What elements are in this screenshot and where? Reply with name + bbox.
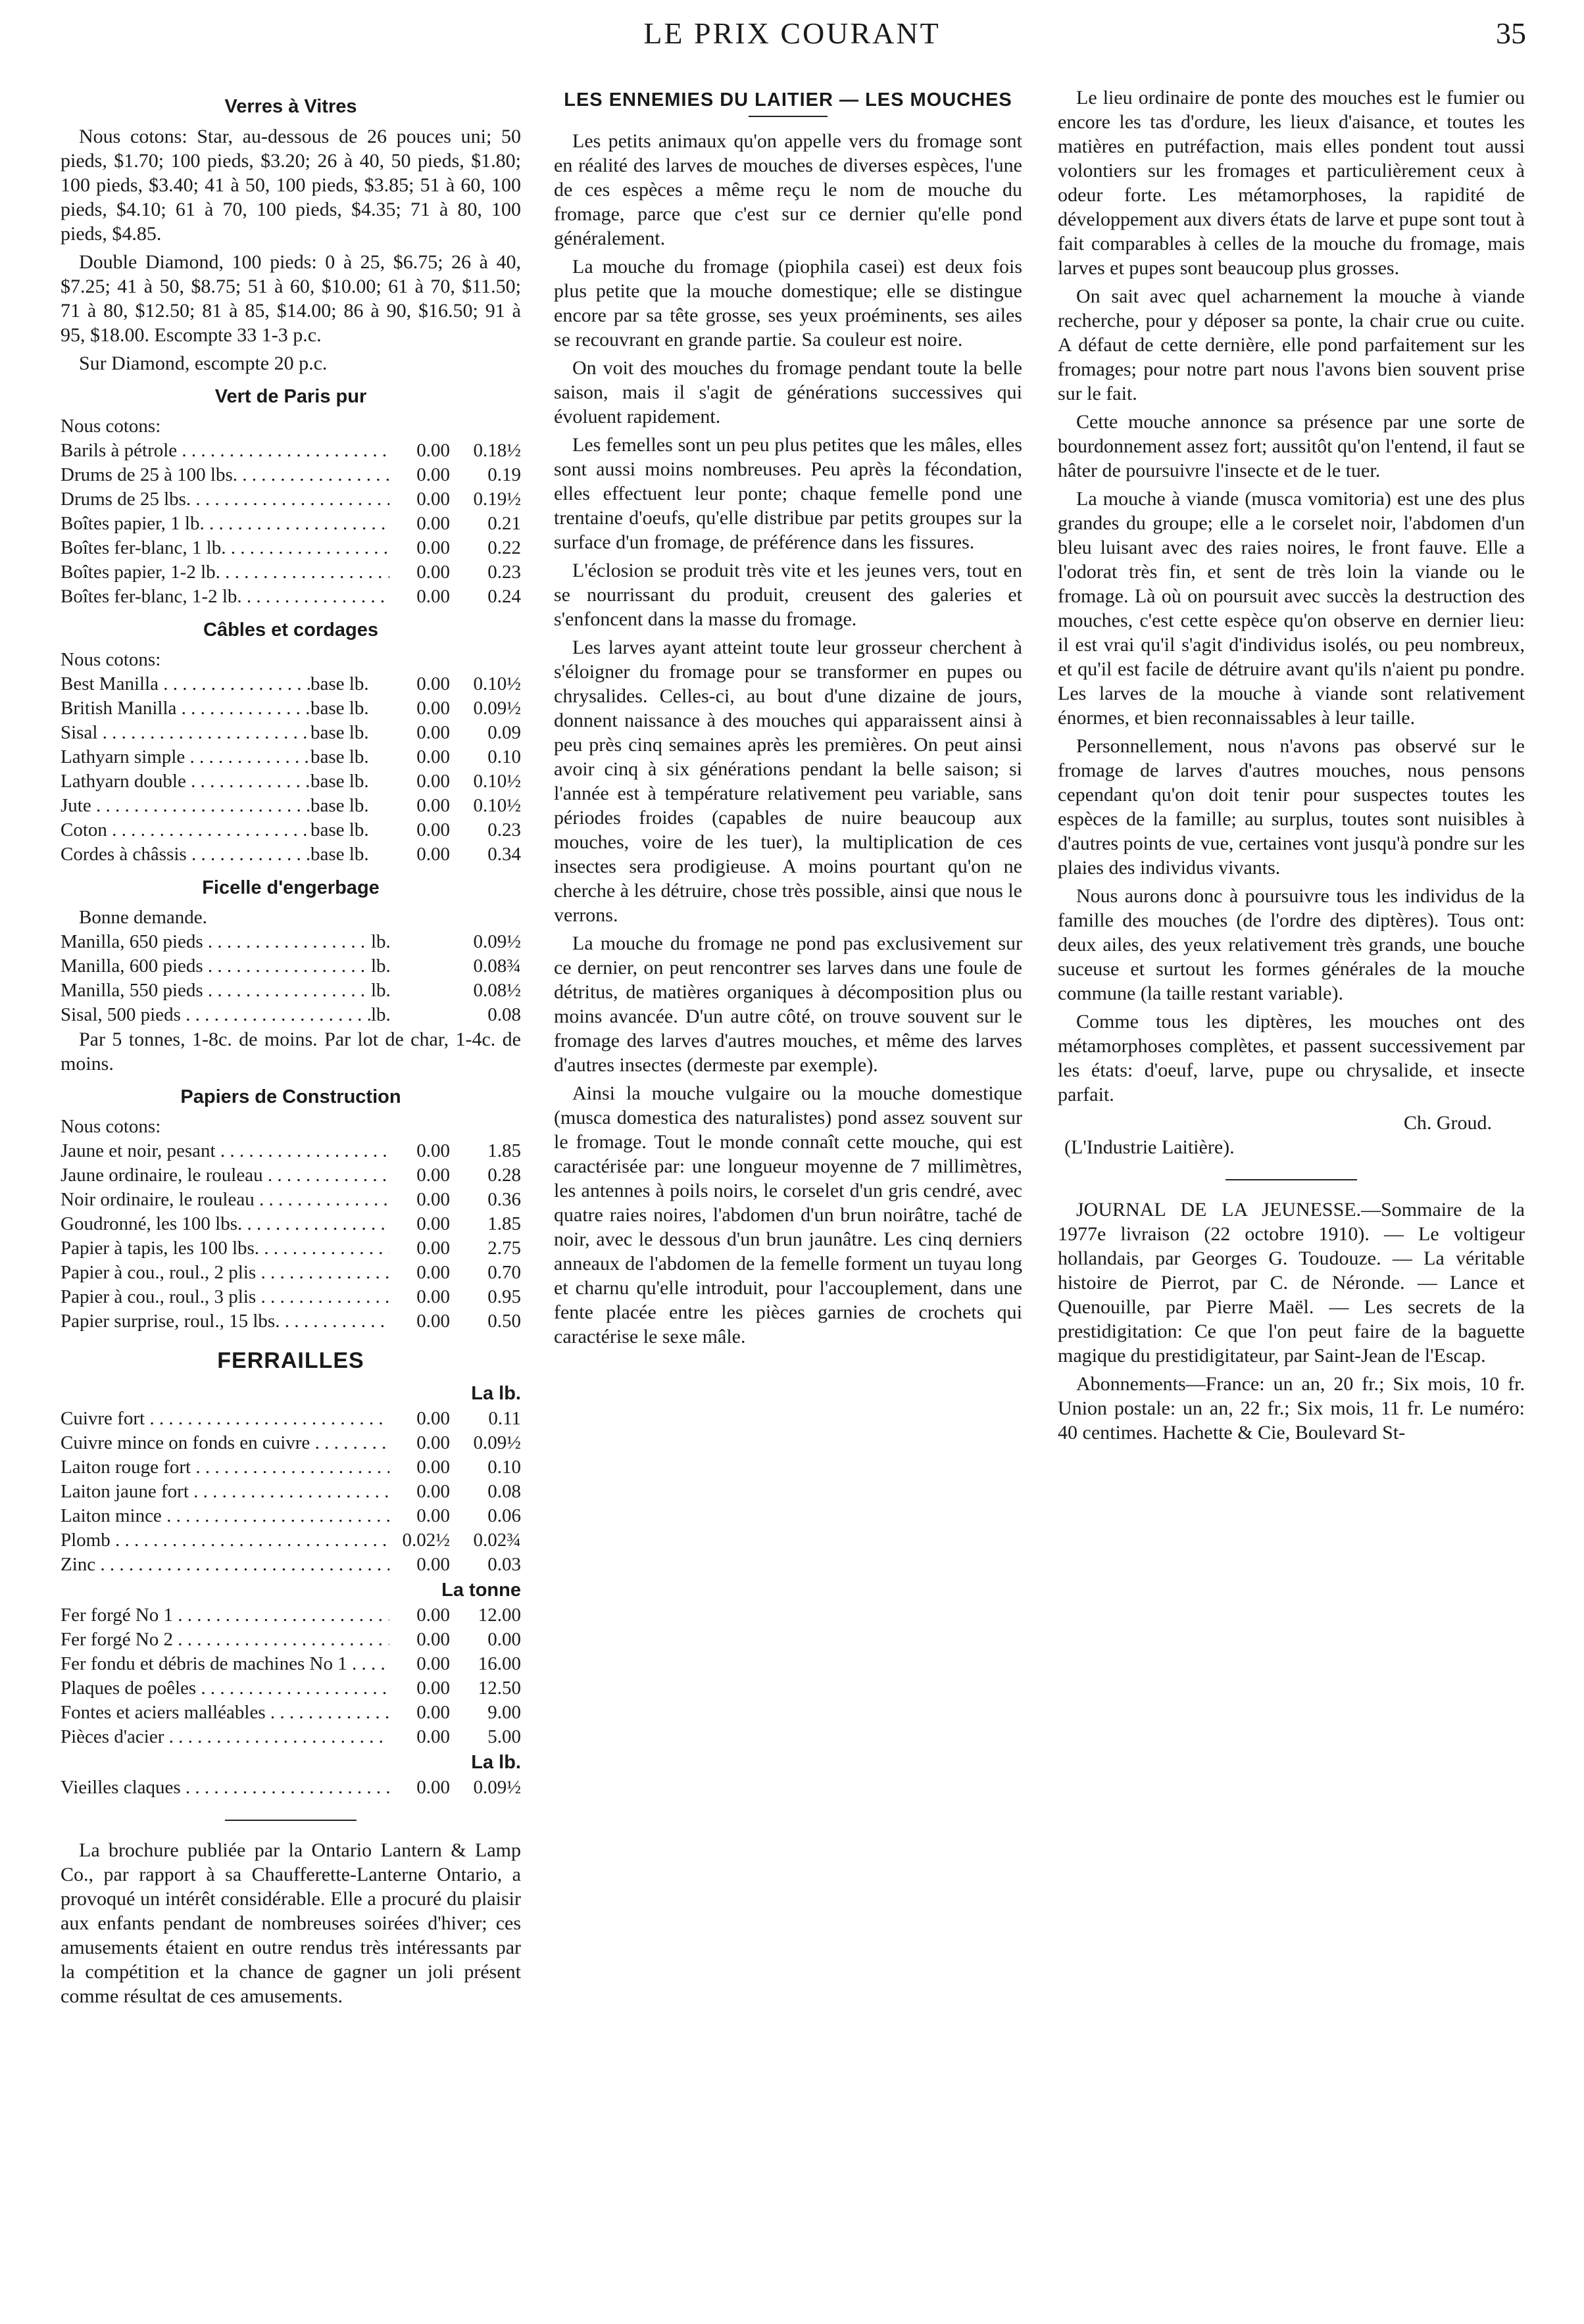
price-row: Zinc . . . 0.00 0.03 [61, 1553, 521, 1577]
price-row: Jaune ordinaire, le rouleau . . . 0.00 0.28 [61, 1163, 521, 1188]
price-row: Lathyarn double . . . base lb. 0.00 0.10½ [61, 769, 521, 794]
ferrailles-table-tonne [61, 1603, 521, 1749]
article-source: (L'Industrie Laitière). [1064, 1136, 1235, 1158]
article-paragraph: Les petits animaux qu'on appelle vers du fromage sont en réalité des larves de mouches de diverses espèces, l'une de ces espèces a même reçu le nom de mouche du fromage, parce que c'est sur ce dernier qu'elle pond généralement. [554, 130, 1022, 249]
article-title: LES ENNEMIES DU LAITIER — LES MOUCHES [564, 89, 1012, 110]
ferrailles-table-lb [61, 1407, 521, 1577]
price-row: Manilla, 550 pieds . . . lb. 0.08½ [61, 979, 521, 1003]
price-row: Papier à tapis, les 100 lbs. . . . 0.00 2.75 [61, 1236, 521, 1261]
price-row: Pièces d'acier . . . 0.00 5.00 [61, 1725, 521, 1749]
price-row: Barils à pétrole . . . 0.00 0.18½ [61, 439, 521, 463]
brochure-notice: La brochure publiée par la Ontario Lantern & Lamp Co., par rapport à sa Chaufferette-Lanterne Ontario, a provoqué un intérêt considérable. Elle a procuré du plaisir aux enfants pendant de nombreuses soirées d'hiver; ces amusements étaient en outre rendus très intéressants par la compétition et la chance de gagner un joli présent comme résultat de ces amusements. [61, 1839, 521, 2007]
article-paragraph: On sait avec quel acharnement la mouche à viande recherche, pour y déposer sa ponte, la chair crue ou cuite. A défaut de cette dernière, elle pond parfaitement sur les fromages; pour notre part nous l'avons bien souvent prise sur le fait. [1058, 285, 1525, 404]
price-row: Sisal, 500 pieds . . . lb. 0.08 [61, 1003, 521, 1027]
price-row: Laiton jaune fort . . . 0.00 0.08 [61, 1480, 521, 1504]
price-row: Goudronné, les 100 lbs. . . . 0.00 1.85 [61, 1212, 521, 1236]
article-paragraph: On voit des mouches du fromage pendant toute la belle saison, mais il s'agit de générations successives qui évoluent rapidement. [554, 357, 1022, 427]
unit-label-lb-2: La lb. [471, 1752, 521, 1773]
section-title-vert: Vert de Paris pur [214, 386, 367, 407]
page-number: 35 [1496, 16, 1526, 50]
price-row: Coton . . . base lb. 0.00 0.23 [61, 818, 521, 842]
price-row: Boîtes fer-blanc, 1 lb. . . . 0.00 0.22 [61, 536, 521, 560]
divider [225, 1820, 357, 1821]
price-row: Drums de 25 lbs. . . . 0.00 0.19½ [61, 487, 521, 512]
article-paragraph: Les femelles sont un peu plus petites que les mâles, elles sont aussi moins nombreuses. Peu après la fécondation, elles effectuent leur ponte; chaque femelle pond une trentaine d'oeufs, qu'elle distribue par petits groupes sur la surface d'un fromage, de préférence dans les fissures. [554, 434, 1022, 553]
price-row: Boîtes fer-blanc, 1-2 lb. . . . 0.00 0.24 [61, 585, 521, 609]
article-paragraph: L'éclosion se produit très vite et les jeunes vers, tout en se nourrissant du produit, creusent des galeries et s'enfoncent dans la masse du fromage. [554, 560, 1022, 630]
verres-text-3: Sur Diamond, escompte 20 p.c. [79, 352, 328, 374]
divider [1225, 1179, 1357, 1180]
price-row: Papier à cou., roul., 2 plis . . . 0.00 0.70 [61, 1261, 521, 1285]
papiers-intro: Nous cotons: [61, 1116, 161, 1137]
price-row: Drums de 25 à 100 lbs. . . . 0.00 0.19 [61, 463, 521, 487]
price-row: British Manilla . . . base lb. 0.00 0.09½ [61, 696, 521, 721]
ficelle-table [61, 930, 521, 1027]
unit-label-lb: La lb. [471, 1383, 521, 1404]
price-row: Papier à cou., roul., 3 plis . . . 0.00 0.95 [61, 1285, 521, 1309]
price-row: Fer fondu et débris de machines No 1 . . . 0.00 16.00 [61, 1652, 521, 1676]
price-row: Sisal . . . base lb. 0.00 0.09 [61, 721, 521, 745]
price-row: Plomb . . . 0.02½ 0.02¾ [61, 1528, 521, 1553]
price-row: Fontes et aciers malléables . . . 0.00 9.00 [61, 1701, 521, 1725]
article-paragraph: La mouche du fromage ne pond pas exclusivement sur ce dernier, on peut rencontrer ses larves dans une foule de détritus, de matières organiques à décomposition plus ou moins avancée. D'un autre côté, on trouve souvent sur le fromage des larves d'autres mouches, et même des larves d'autres insectes (dermeste par exemple). [554, 932, 1022, 1076]
price-row: Manilla, 650 pieds . . . lb. 0.09½ [61, 930, 521, 954]
column-article [554, 85, 1022, 1353]
price-row: Boîtes papier, 1-2 lb. . . . 0.00 0.23 [61, 560, 521, 585]
subscription-notice: Abonnements—France: un an, 20 fr.; Six mois, 10 fr. Union postale: un an, 22 fr.; Six mois, 11 fr. Le numéro: 40 centimes. Hachette & Cie, Boulevard St- [1058, 1373, 1525, 1443]
price-row: Lathyarn simple . . . base lb. 0.00 0.10 [61, 745, 521, 769]
section-title-verres: Verres à Vitres [224, 96, 357, 117]
ficelle-note: Par 5 tonnes, 1-8c. de moins. Par lot de char, 1-4c. de moins. [61, 1029, 521, 1075]
verres-text-1: Nous cotons: Star, au-dessous de 26 pouces uni; 50 pieds, $1.70; 100 pieds, $3.20; 26 à 40, 50 pieds, $1.80; 100 pieds, $3.40; 41 à 50, 100 pieds, $3.85; 51 à 60, 100 pieds, $4.10; 61 à 70, 100 pieds, $4.35; 71 à 80, 100 pieds, $4.85. [61, 126, 521, 245]
price-row: Boîtes papier, 1 lb. . . . 0.00 0.21 [61, 512, 521, 536]
author-signature: Ch. Groud. [1403, 1112, 1492, 1134]
section-title-papiers: Papiers de Construction [180, 1086, 401, 1107]
price-row: Cuivre fort . . . 0.00 0.11 [61, 1407, 521, 1431]
vert-table [61, 439, 521, 609]
ferrailles-table-lb-2 [61, 1776, 521, 1800]
price-row: Cuivre mince on fonds en cuivre . . . 0.00 0.09½ [61, 1431, 521, 1455]
article-paragraph: Ainsi la mouche vulgaire ou la mouche domestique (musca domestica des naturalistes) pond assez souvent sur le fromage. Tout le monde connaît cette mouche, qui est caractérisée par: une longueur moyenne de 7 millimètres, les antennes à poils noirs, le corselet d'un gris cendré, avec quatre raies noires, l'abdomen d'un brun noirâtre, taché de noir, avec le dessous d'un brun jaunâtre. Les cinq derniers anneaux de l'abdomen de la femelle forment un tuyau long et charnu qu'elle introduit, pour l'accouplement, dans une fente placée entre les pièces garnies de crochets qui caractérise le sexe mâle. [554, 1082, 1022, 1347]
article-paragraph: Les larves ayant atteint toute leur grosseur cherchent à s'éloigner du fromage pour se transformer en pupes ou chrysalides. Celles-ci, au bout d'une dizaine de jours, donnent naissance à des mouches qui apparaissent ainsi à peu près cinq semaines après les premières. On peut ainsi avoir cinq à six générations pendant la belle saison; si l'année est à température relativement peu variable, sans périodes froides (capables de nuire beaucoup aux mouches, voire de les tuer), la multiplication de ces insectes sera prodigieuse. A moins pourtant qu'on ne cherche à les détruire, chose très possible, ainsi que nous le verrons. [554, 637, 1022, 926]
price-row: Plaques de poêles . . . 0.00 12.50 [61, 1676, 521, 1701]
article-paragraph: Le lieu ordinaire de ponte des mouches est le fumier ou encore les tas d'ordure, les lieux d'aisance, et toutes les matières en putréfaction, mais elles pondent tout aussi volontiers sur les fromages et particulièrement ceux à odeur forte. Les métamorphoses, la rapidité de développement aux divers états de larve et pupe sont tout à fait comparables à celles de la mouche du fromage, mais larves et pupes sont beaucoup plus grosses. [1058, 87, 1525, 279]
section-title-ferrailles: FERRAILLES [217, 1348, 364, 1373]
page-header [0, 12, 1584, 58]
article-paragraph: La mouche à viande (musca vomitoria) est une des plus grandes du groupe; elle a le corselet noir, l'abdomen d'un bleu luisant avec des raies noires, le front fauve. Elle a l'odorat très fin, et sent de très loin la viande ou le fromage. Là où on poursuit avec succès la destruction des mouches, c'est cette espèce qu'on observe en dernier lieu: il est vrai qu'il s'agit d'individus isolés, ou peu nombreux, et qu'il est facile de détruire avant qu'ils n'aient pu pondre. Les larves de la mouche à viande sont relativement énormes, et bien reconnaissables à leur taille. [1058, 488, 1525, 729]
unit-label-tonne: La tonne [441, 1580, 521, 1601]
article-paragraph: La mouche du fromage (piophila casei) est deux fois plus petite que la mouche domestique; elle se distingue encore par sa tête grosse, ses yeux proéminents, ses ailes se recouvrant en grande partie. Sa couleur est noire. [554, 256, 1022, 351]
price-row: Laiton mince . . . 0.00 0.06 [61, 1504, 521, 1528]
ficelle-intro: Bonne demande. [79, 907, 207, 928]
price-row: Jaune et noir, pesant . . . 0.00 1.85 [61, 1139, 521, 1163]
divider [749, 116, 828, 117]
price-row: Noir ordinaire, le rouleau . . . 0.00 0.36 [61, 1188, 521, 1212]
papiers-table [61, 1139, 521, 1334]
journal-title: LE PRIX COURANT [643, 16, 941, 50]
section-title-cables: Câbles et cordages [203, 619, 378, 641]
article-paragraph: Nous aurons donc à poursuivre tous les individus de la famille des mouches (de l'ordre des diptères). Tous ont: deux ailes, des yeux relativement très grands, une bouche suceuse et surtout les formes générales de la mouche commune (la taille restant variable). [1058, 885, 1525, 1004]
price-row: Laiton rouge fort . . . 0.00 0.10 [61, 1455, 521, 1480]
vert-intro: Nous cotons: [61, 416, 161, 437]
journal-notice: JOURNAL DE LA JEUNESSE.—Sommaire de la 1977e livraison (22 octobre 1910). — Le voltigeur hollandais, par Georges G. Toudouze. — La véritable histoire de Pierrot, par C. de Néronde. — Lance et Quenouille, par Pierre Maël. — Les secrets de la prestidigitation: Ce que l'on peut faire de la baguette magique du prestidigitateur, par Saint-Jean de l'Escap. [1058, 1199, 1525, 1367]
column-article-continued [1058, 85, 1525, 1449]
cables-table [61, 672, 521, 867]
article-paragraph: Cette mouche annonce sa présence par une sorte de bourdonnement assez fort; aussitôt qu'on l'entend, il faut se hâter de poursuivre l'insecte et de le tuer. [1058, 411, 1525, 481]
price-row: Vieilles claques . . . 0.00 0.09½ [61, 1776, 521, 1800]
price-row: Fer forgé No 1 . . . 0.00 12.00 [61, 1603, 521, 1628]
article-paragraph: Personnellement, nous n'avons pas observé sur le fromage de larves d'autres mouches, nous pensons cependant qu'on doit tenir pour suspectes toutes les espèces de la famille; au surplus, toutes sont nuisibles à d'autres points de vue, certaines vont jusqu'à pondre sur les plaies des individus vivants. [1058, 735, 1525, 879]
verres-text-2: Double Diamond, 100 pieds: 0 à 25, $6.75; 26 à 40, $7.25; 41 à 50, $8.75; 51 à 60, $10.00; 61 à 70, $11.50; 71 à 80, $12.50; 81 à 85, $14.00; 86 à 90, $16.50; 91 à 95, $18.00. Escompte 33 1-3 p.c. [61, 251, 521, 346]
section-title-ficelle: Ficelle d'engerbage [202, 877, 380, 898]
price-row: Jute . . . base lb. 0.00 0.10½ [61, 794, 521, 818]
price-row: Manilla, 600 pieds . . . lb. 0.08¾ [61, 954, 521, 979]
cables-intro: Nous cotons: [61, 649, 161, 670]
price-row: Best Manilla . . . base lb. 0.00 0.10½ [61, 672, 521, 696]
price-row: Cordes à châssis . . . base lb. 0.00 0.34 [61, 842, 521, 867]
price-row: Fer forgé No 2 . . . 0.00 0.00 [61, 1628, 521, 1652]
price-row: Papier surprise, roul., 15 lbs. . . . 0.00 0.50 [61, 1309, 521, 1334]
article-paragraph: Comme tous les diptères, les mouches ont des métamorphoses complètes, et passent successivement par les états: d'oeuf, larve, pupe ou chrysalide, et insecte parfait. [1058, 1011, 1525, 1105]
column-prices [61, 85, 521, 2012]
